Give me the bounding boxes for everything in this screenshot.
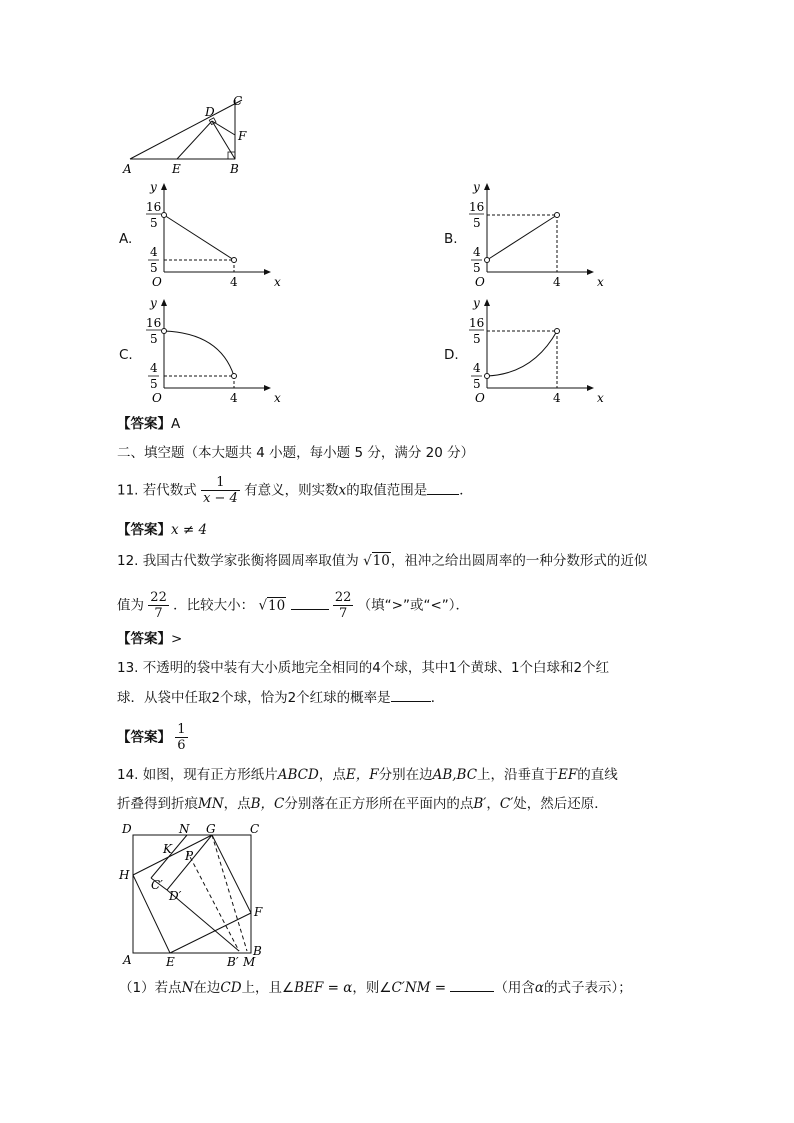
svg-text:M: M (243, 955, 256, 969)
svg-text:B: B (253, 944, 262, 958)
answer-11: 【答案】x ≠ 4 (117, 522, 208, 538)
option-b-graph[interactable] (463, 182, 603, 288)
svg-text:4: 4 (553, 275, 561, 289)
triangle-figure (115, 92, 255, 178)
question-13-line-1: 13. 不透明的袋中装有大小质地完全相同的4个球，其中1个黄球、1个白球和2个红 (117, 660, 610, 676)
svg-text:5: 5 (150, 332, 158, 346)
label-B: B (230, 162, 239, 176)
svg-text:4: 4 (473, 361, 481, 375)
svg-text:4: 4 (150, 245, 158, 259)
svg-text:4: 4 (553, 391, 561, 405)
svg-text:16: 16 (146, 200, 162, 214)
svg-text:A: A (123, 953, 132, 967)
option-c-letter: C. (119, 347, 133, 363)
label-C: C (233, 94, 243, 108)
answer-10: 【答案】A (117, 416, 181, 432)
svg-text:x: x (597, 391, 604, 405)
label-D: D (205, 105, 215, 119)
svg-text:C: C (250, 822, 260, 836)
svg-text:5: 5 (150, 377, 158, 391)
q11-blank[interactable] (427, 494, 459, 495)
svg-text:C′: C′ (151, 878, 163, 892)
svg-text:F: F (254, 905, 263, 919)
label-F: F (238, 129, 247, 143)
svg-text:x: x (274, 275, 281, 289)
svg-text:16: 16 (469, 200, 485, 214)
svg-text:x: x (597, 275, 604, 289)
q12-blank[interactable] (291, 609, 329, 610)
svg-text:4: 4 (230, 275, 238, 289)
question-14-line-2: 折叠得到折痕MN，点B，C分别落在正方形所在平面内的点B′，C′处，然后还原． (117, 796, 608, 812)
svg-text:5: 5 (473, 216, 481, 230)
question-13-line-2: 球．从袋中任取2个球，恰为2个红球的概率是 ． (117, 690, 445, 706)
question-14-part-1: （1）若点N在边CD上，且∠BEF = α，则∠C′NM = （用含α的式子表示）； (119, 980, 632, 996)
label-A: A (123, 162, 132, 176)
question-12-line-1: 12. 我国古代数学家张衡将圆周率取值为 √10，祖冲之给出圆周率的一种分数形式的近似 (117, 553, 648, 569)
svg-text:H: H (119, 868, 130, 882)
svg-text:16: 16 (469, 316, 485, 330)
question-14-line-1: 14. 如图，现有正方形纸片ABCD，点E，F分别在边AB,BC上，沿垂直于EF的直线 (117, 767, 618, 783)
square-figure (115, 818, 275, 970)
answer-12: 【答案】> (117, 631, 183, 647)
svg-text:O: O (475, 275, 485, 289)
svg-text:4: 4 (150, 361, 158, 375)
svg-text:E: E (166, 955, 175, 969)
svg-text:O: O (152, 391, 162, 405)
svg-text:P: P (185, 849, 194, 863)
option-d-graph[interactable] (463, 298, 603, 404)
q13-blank[interactable] (391, 701, 431, 702)
option-a-letter: A. (119, 231, 133, 247)
svg-text:K: K (163, 842, 172, 856)
svg-text:4: 4 (473, 245, 481, 259)
question-12-line-2: 值为 $\frac{22}{7}$ ．比较大小： √10 $\frac{22}{7}$ （填“>”或“<”）． (117, 590, 470, 621)
svg-text:16: 16 (146, 316, 162, 330)
svg-text:y: y (150, 296, 157, 310)
q14-1-blank[interactable] (450, 991, 494, 992)
question-11: 11. 若代数式 $\frac{1}{x - 4}$ 有意义，则实数x的取值范围是 ． (117, 475, 473, 506)
svg-text:O: O (152, 275, 162, 289)
option-d-letter: D. (444, 347, 459, 363)
svg-text:G: G (206, 822, 216, 836)
svg-text:D: D (122, 822, 132, 836)
svg-text:N: N (179, 822, 190, 836)
svg-text:D′: D′ (169, 889, 182, 903)
svg-text:5: 5 (150, 261, 158, 275)
answer-13: 【答案】 $\frac{1}{6}$ (117, 722, 186, 753)
svg-text:O: O (475, 391, 485, 405)
svg-text:5: 5 (473, 261, 481, 275)
option-a-graph[interactable] (140, 182, 280, 288)
option-b-letter: B. (444, 231, 458, 247)
section-2-title: 二、填空题（本大题共 4 小题，每小题 5 分，满分 20 分） (117, 445, 475, 461)
option-c-graph[interactable] (140, 298, 280, 404)
svg-text:x: x (274, 391, 281, 405)
svg-text:y: y (473, 296, 480, 310)
svg-text:y: y (473, 180, 480, 194)
label-E: E (172, 162, 181, 176)
svg-text:B′: B′ (227, 955, 239, 969)
svg-text:y: y (150, 180, 157, 194)
svg-text:5: 5 (473, 332, 481, 346)
svg-text:5: 5 (150, 216, 158, 230)
svg-text:4: 4 (230, 391, 238, 405)
svg-text:5: 5 (473, 377, 481, 391)
